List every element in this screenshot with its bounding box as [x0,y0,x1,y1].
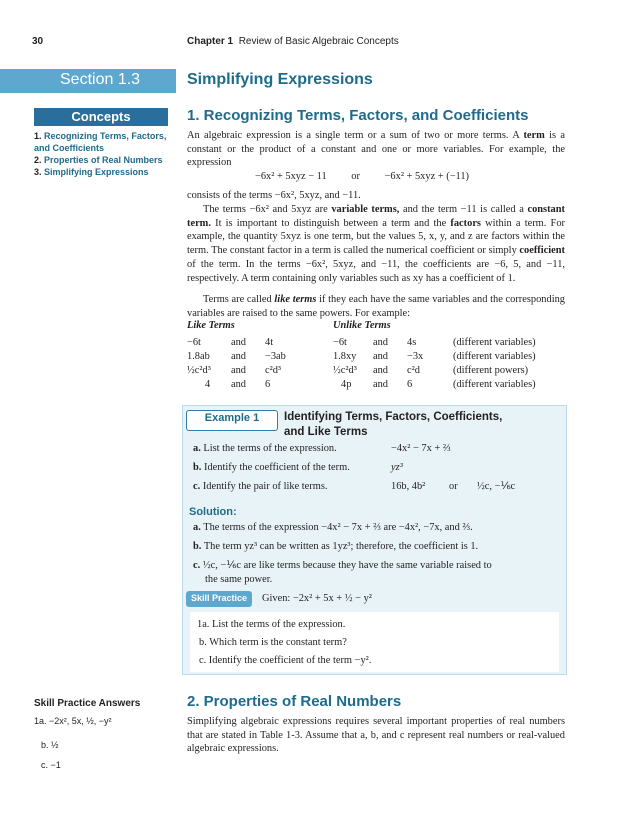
cell: 6 [407,378,413,390]
item-expression-2: ½c, −⅙c [477,481,516,492]
running-header [187,36,399,47]
cell: −3x [407,350,424,362]
terms-rows [187,335,536,391]
example-item [193,480,559,494]
keyword: factors [450,217,481,229]
example-label: Example 1 [204,412,260,424]
skill-item: c. Identify the coefficient of the term −y². [199,655,372,666]
like-terms-table [187,320,565,391]
part1-intro [187,129,565,170]
item-expression: yz³ [391,462,403,473]
cell: 4t [265,336,274,348]
concept-text: Recognizing Terms, Factors, and Coefficients [34,131,167,153]
example-expression [255,170,565,184]
cell: c²d [407,364,420,376]
text-run: An algebraic expression is a single term or a sum of two or more terms. A [187,130,524,141]
table-row [187,335,536,349]
section-title: Simplifying Expressions [187,71,373,88]
chapter-title: Review of Basic Algebraic Concepts [238,36,399,47]
solution-item [193,540,559,554]
concepts-heading: Concepts [71,109,131,124]
cell: c²d³ [265,364,282,376]
skill-practice-label: Skill Practice [190,593,248,603]
answers-title: Skill Practice Answers [34,698,141,709]
cell: and [231,350,247,362]
text-run: within a term. For example, the quantity 5xyz is one term, but the values 5, x, y, and z are factors within the term. The constant factor in a term is called the numerical coefficient or simply [187,217,565,257]
expression-left: −6x² + 5xyz − 11 [255,171,327,182]
like-header: Like Terms [187,320,235,331]
example-title: Identifying Terms, Factors, Coefficients, and Like Terms [284,411,503,438]
part1-heading: 1. Recognizing Terms, Factors, and Coefficients [187,107,529,124]
cell: (different variables) [453,350,536,362]
table-header [187,320,565,335]
answer-b: b. ½ [41,740,59,750]
concepts-list [34,130,174,178]
table-row [187,349,536,363]
solution-label: Solution: [189,506,237,518]
item-letter: a. [193,522,201,533]
cell: ½c²d³ [333,364,357,376]
skill-item: b. Which term is the constant term? [199,637,347,648]
concept-item [34,130,174,154]
cell: and [231,336,247,348]
expression-right: −6x² + 5xyz + (−11) [384,171,470,182]
keyword: constant term. [187,204,565,229]
concept-text: Properties of Real Numbers [44,155,163,165]
cell: (different variables) [453,336,536,348]
item-letter: c. [193,560,201,571]
solution-item [193,559,505,587]
text-run: of the term. In the terms −6x², 5xyz, and −11, the coefficients are −6, 5, and −11, respectively. A term containing only variables such as xy has a coefficient of 1. [187,258,565,284]
or-word: or [351,171,360,182]
text-run: and the term −11 is called a [399,204,528,215]
concept-item [34,166,174,178]
item-text: The terms of the expression −4x² − 7x + ⅔ are −4x², −7x, and ⅔. [203,522,473,533]
cell: 1.8ab [187,350,210,362]
item-letter: c. [193,481,201,492]
keyword: coefficient [519,245,565,257]
concept-item [34,154,174,166]
page-number: 30 [32,36,44,47]
part1-para2 [187,203,565,285]
answer-a: 1a. −2x², 5x, ½, −y² [34,716,112,726]
part2-heading: 2. Properties of Real Numbers [187,693,402,710]
cell: 1.8xy [333,350,357,362]
concept-num: 1. [34,131,42,141]
cell: and [231,378,247,390]
example-item [193,461,559,475]
concept-num: 3. [34,167,42,177]
item-text: Identify the coefficient of the term. [204,462,350,473]
text-run: if they each have the same variables and the corresponding variables are raised to the same powers. For example: [187,294,565,319]
item-expression: −4x² − 7x + ⅔ [391,443,451,454]
cell: −6t [333,336,347,348]
part2-text: Simplifying algebraic expressions requires several important properties of real numbers that are stated in Table 1-3. Assume that a, b, and c represent real numbers or real-valued algebraic expressions. [187,716,565,755]
consists-line: consists of the terms −6x², 5xyz, and −11. [187,190,361,201]
cell: and [373,350,389,362]
skill-item: 1a. List the terms of the expression. [197,619,346,630]
cell: and [231,364,247,376]
cell: 6 [265,378,271,390]
part1-para3 [187,293,565,320]
cell: (different variables) [453,378,536,390]
cell: (different powers) [453,364,529,376]
keyword: like terms [274,294,317,305]
item-letter: b. [193,462,202,473]
concept-text: Simplifying Expressions [44,167,149,177]
example-item [193,442,559,456]
skill-practice-given: Given: −2x² + 5x + ½ − y² [262,593,372,604]
item-letter: a. [193,443,201,454]
cell: 4 [205,378,211,390]
cell: −6t [187,336,201,348]
item-text: Identify the pair of like terms. [202,481,328,492]
cell: −3ab [265,350,286,362]
text-run: Terms are called [203,294,275,305]
item-text: The term yz³ can be written as 1yz³; therefore, the coefficient is 1. [203,541,479,552]
solution-item [193,521,559,535]
cell: ½c²d³ [187,364,211,376]
or-word: or [449,481,458,492]
text-run: The terms −6x² and 5xyz are [203,204,332,215]
item-letter: b. [193,541,202,552]
term-keyword: term [523,130,545,141]
unlike-header: Unlike Terms [333,320,391,331]
cell: 4s [407,336,417,348]
item-text: ½c, −⅙c are like terms because they have the same variable raised to the same power. [202,560,492,585]
answer-c: c. −1 [41,760,61,770]
cell: 4p [341,378,352,390]
cell: and [373,378,389,390]
item-expression: 16b, 4b² [391,481,426,492]
text-run: It is important to distinguish between a term and the [210,217,451,229]
chapter-label: Chapter 1 [187,36,234,47]
text-run: is a constant or the product of a constant and one or more variables. For example, the expression [187,130,565,169]
concept-num: 2. [34,155,42,165]
section-label: Section 1.3 [60,71,141,88]
keyword: variable terms, [331,204,400,215]
item-text: List the terms of the expression. [203,443,337,454]
cell: and [373,364,389,376]
table-row [187,377,536,391]
cell: and [373,336,389,348]
table-row [187,363,536,377]
